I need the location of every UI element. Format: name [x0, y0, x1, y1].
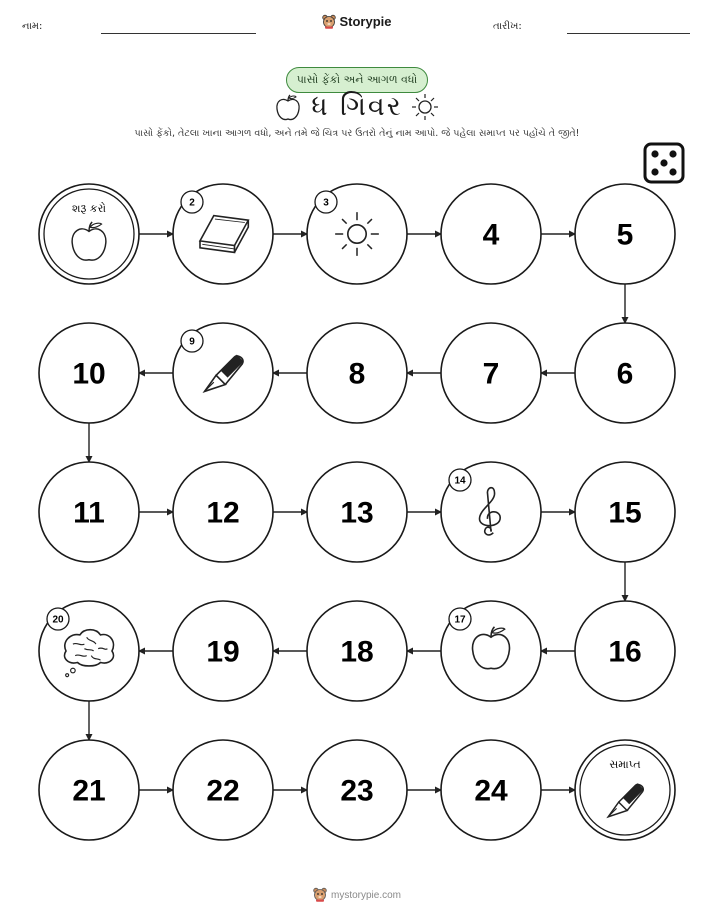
- board-space[interactable]: [307, 462, 407, 562]
- space-number: 19: [206, 635, 240, 669]
- space-number: 18: [340, 635, 374, 669]
- board-space[interactable]: [441, 323, 541, 423]
- space-number: 11: [73, 496, 105, 530]
- board-space[interactable]: [441, 462, 541, 562]
- finish-label: સમાપ્ત: [609, 758, 641, 771]
- board-space[interactable]: [39, 323, 139, 423]
- board-space[interactable]: [441, 601, 541, 701]
- space-number: 23: [340, 774, 374, 808]
- start-space[interactable]: [39, 184, 139, 284]
- space-number: 24: [474, 774, 508, 808]
- space-number: 15: [608, 496, 642, 530]
- space-circle: [39, 184, 139, 284]
- board-space[interactable]: [173, 601, 273, 701]
- board-space[interactable]: [575, 462, 675, 562]
- board-space[interactable]: [307, 323, 407, 423]
- board-space[interactable]: [173, 323, 273, 423]
- name-label: નામ:: [22, 21, 43, 32]
- start-label: શરૂ કરો: [71, 202, 107, 215]
- space-number: 21: [72, 774, 106, 808]
- board-space[interactable]: [441, 740, 541, 840]
- bear-logo-icon: [313, 887, 327, 902]
- board-space[interactable]: [173, 740, 273, 840]
- space-number: 5: [616, 218, 634, 252]
- board-space[interactable]: [39, 462, 139, 562]
- board-space[interactable]: [307, 740, 407, 840]
- space-number: 7: [482, 357, 500, 391]
- board-space[interactable]: [441, 184, 541, 284]
- brand-name: Storypie: [339, 14, 392, 29]
- board-space[interactable]: [307, 184, 407, 284]
- space-number: 12: [206, 496, 240, 530]
- space-number: 22: [206, 774, 240, 808]
- board-space[interactable]: [173, 184, 273, 284]
- page-title: ધ ગિવર: [311, 91, 403, 122]
- space-circle: [575, 740, 675, 840]
- footer-url: mystorypie.com: [330, 890, 401, 901]
- finish-space[interactable]: [575, 740, 675, 840]
- space-number: 6: [616, 357, 634, 391]
- space-number: 20: [52, 614, 64, 626]
- instruction-pill: પાસો ફેંકો અને આગળ વધો: [286, 67, 428, 93]
- date-label: તારીખ:: [493, 21, 522, 32]
- space-number: 2: [189, 197, 195, 209]
- space-number: 14: [454, 475, 466, 487]
- space-number: 16: [608, 635, 642, 669]
- board-space[interactable]: [39, 601, 139, 701]
- space-number: 4: [482, 218, 500, 252]
- instructions-text: પાસો ફેંકો, તેટલા ખાના આગળ વધો, અને તમે જે ચિત્ર પર ઉતરો તેનું નામ આપો. જે પહેલા સમાપ્ત પર પહોંચે તે જીતે!: [134, 128, 580, 139]
- space-number: 9: [189, 336, 195, 348]
- footer: [0, 887, 714, 902]
- board-space[interactable]: [173, 462, 273, 562]
- space-number: 3: [323, 197, 329, 209]
- space-number: 13: [340, 496, 374, 530]
- board-space[interactable]: [575, 601, 675, 701]
- space-number: 10: [72, 357, 106, 391]
- board-space[interactable]: [575, 323, 675, 423]
- board-space[interactable]: [307, 601, 407, 701]
- space-number: 17: [454, 614, 466, 626]
- board-space[interactable]: [575, 184, 675, 284]
- space-number: 8: [348, 357, 366, 391]
- board-space[interactable]: [39, 740, 139, 840]
